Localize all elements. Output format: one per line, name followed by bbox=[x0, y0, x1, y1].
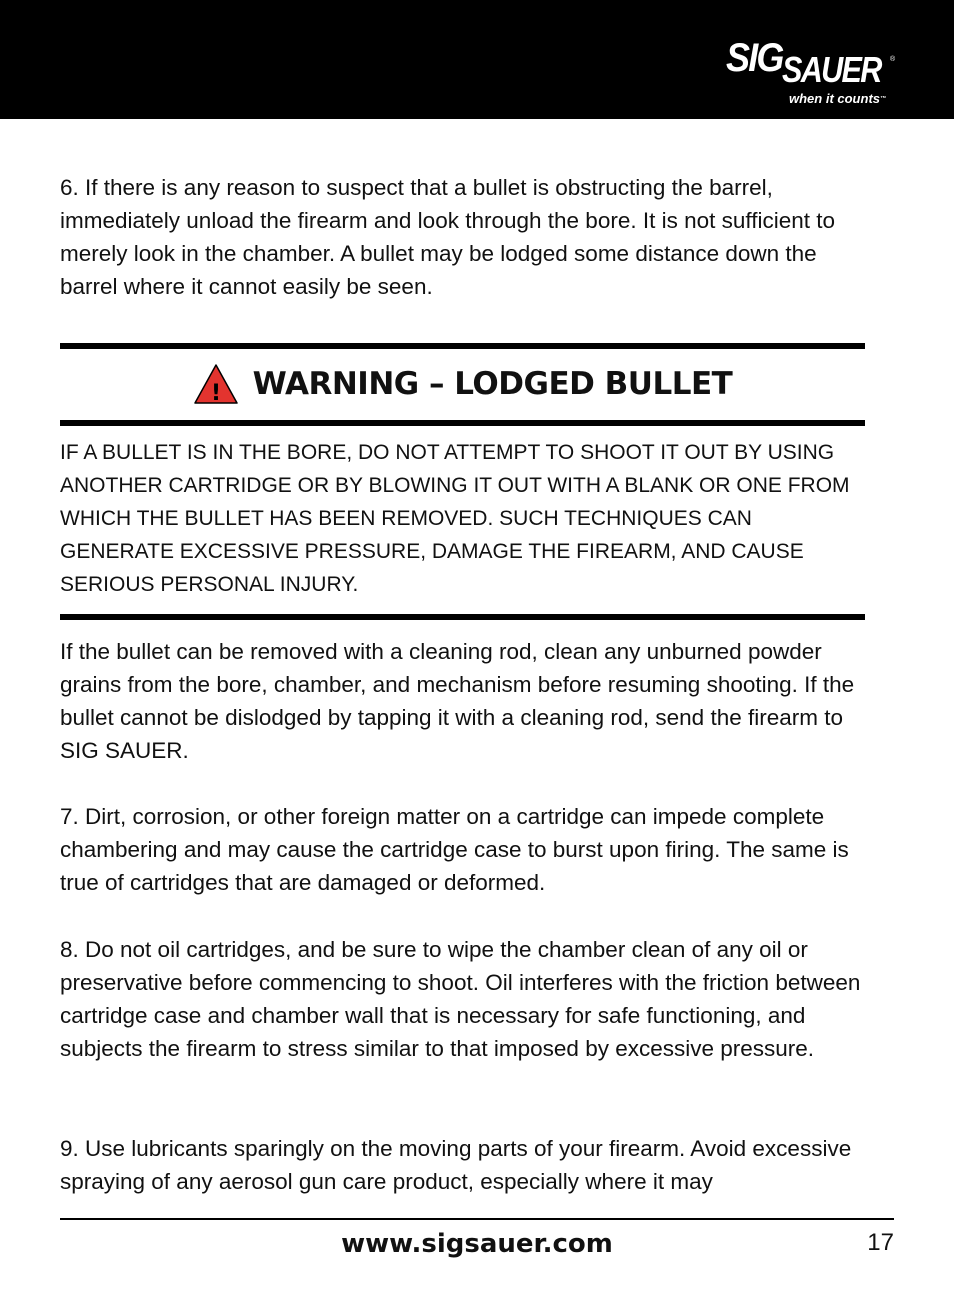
footer-rule bbox=[60, 1218, 894, 1220]
logo-sauer-text: SAUER bbox=[782, 49, 881, 90]
warning-top-rule bbox=[60, 343, 865, 349]
warning-exclamation: ! bbox=[210, 381, 221, 405]
warning-triangle-icon bbox=[193, 363, 239, 405]
trademark-mark: ™ bbox=[880, 96, 886, 102]
logo-sig-text: SIG bbox=[726, 36, 783, 80]
footer-website-url: www.sigsauer.com bbox=[341, 1229, 613, 1259]
paragraph-7: 7. Dirt, corrosion, or other foreign matter on a cartridge can impede complete chambering and may cause the cartridge case to burst upon firing. The same is true of cartridges that are damaged or deformed. bbox=[60, 804, 849, 895]
warning-heading bbox=[60, 358, 865, 410]
paragraph-removal: If the bullet can be removed with a cleaning rod, clean any unburned powder grains from the bore, chamber, and mechanism before resuming shooting. If the bullet cannot be dislodged by tapping it with a cleaning rod, send the firearm to SIG SAUER. bbox=[60, 639, 855, 763]
paragraph-8: 8. Do not oil cartridges, and be sure to wipe the chamber clean of any oil or preservative before commencing to shoot. Oil interferes with the friction between cartridge case and chamber wall that is necessary for safe functioning, and subjects the firearm to stress similar to that imposed by excessive pressure. bbox=[60, 937, 861, 1061]
registered-mark: ® bbox=[890, 56, 896, 63]
warning-title-rule bbox=[60, 420, 865, 426]
page-number: 17 bbox=[867, 1229, 894, 1256]
page-header bbox=[0, 0, 954, 119]
warning-title: WARNING – LODGED BULLET bbox=[252, 366, 733, 402]
sig-sauer-logo bbox=[726, 38, 896, 108]
paragraph-9: 9. Use lubricants sparingly on the moving parts of your firearm. Avoid excessive spraying of any aerosol gun care product, especially where it may bbox=[60, 1136, 852, 1194]
paragraph-6: 6. If there is any reason to suspect that a bullet is obstructing the barrel, immediately unload the firearm and look through the bore. It is not sufficient to merely look in the chamber. A bullet may be lodged some distance down the barrel where it cannot easily be seen. bbox=[60, 175, 836, 299]
logo-tagline bbox=[778, 92, 886, 106]
tagline-text: when it counts bbox=[789, 91, 880, 106]
warning-bottom-rule bbox=[60, 614, 865, 620]
warning-body: IF A BULLET IS IN THE BORE, DO NOT ATTEMPT TO SHOOT IT OUT BY USING ANOTHER CARTRIDGE OR BY BLOWING IT OUT WITH A BLANK OR ONE FROM WHICH THE BULLET HAS BEEN REMOVED. SUCH TECHNIQUES CAN GENERATE EXCESSIVE PRESSURE, DAMAGE THE FIREARM, AND CAUSE SERIOUS PERSONAL INJURY. bbox=[60, 441, 850, 596]
